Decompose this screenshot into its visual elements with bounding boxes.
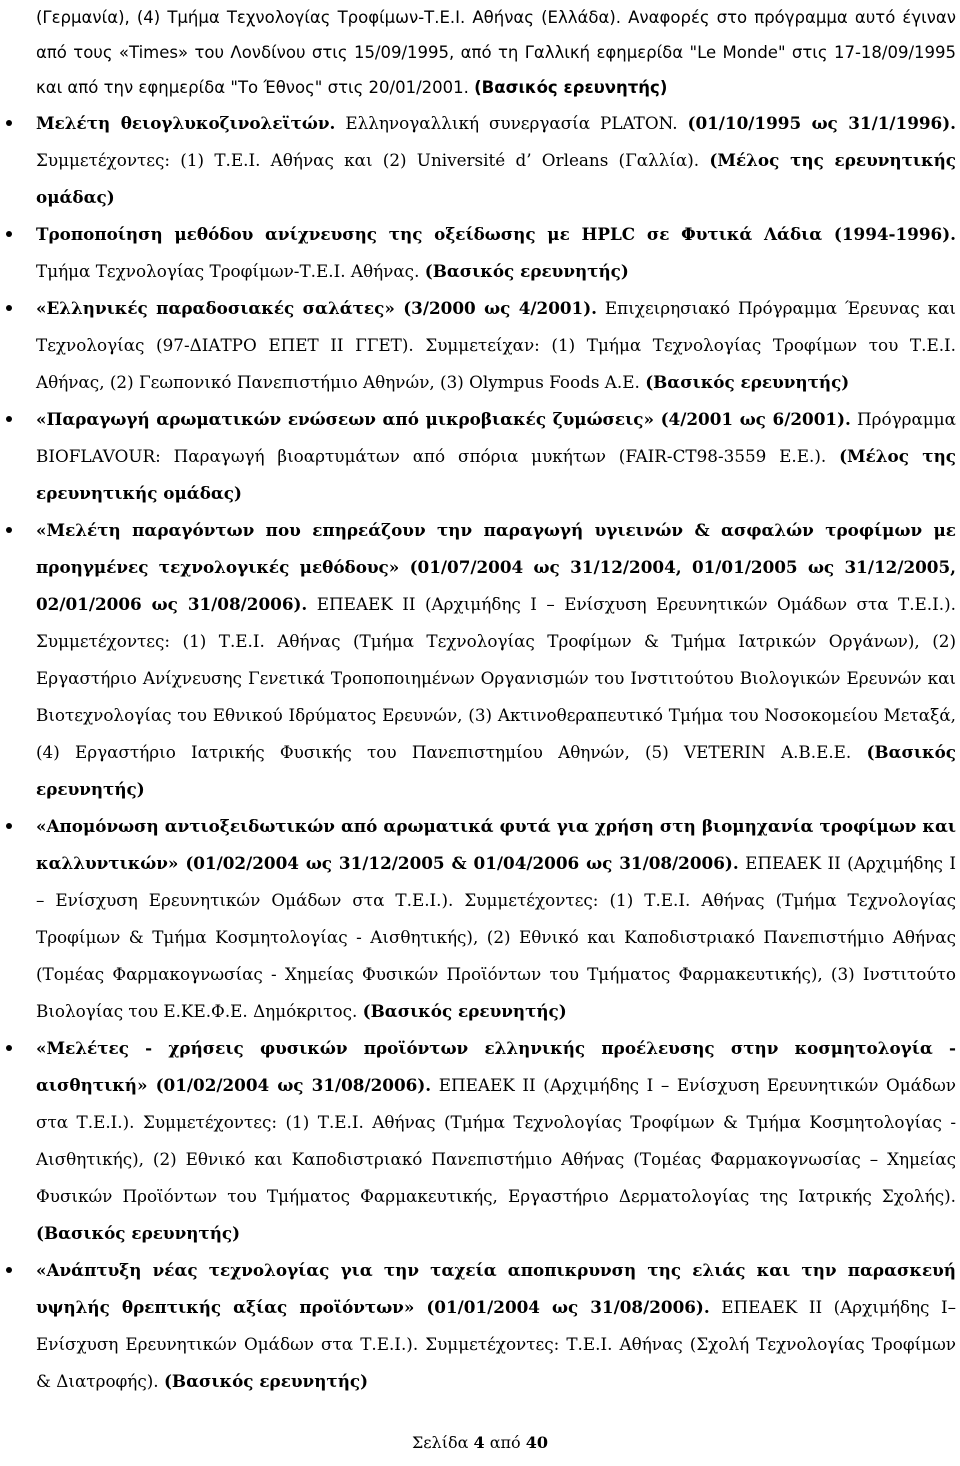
list-item bbox=[36, 1030, 956, 1252]
bullet-icon bbox=[6, 120, 12, 126]
project-list bbox=[36, 105, 956, 1400]
item-body: Ελληνογαλλική συνεργασία PLATON. bbox=[345, 113, 678, 133]
footer-total-pages: 40 bbox=[525, 1433, 549, 1452]
item-title: «Μελέτη παραγόντων που επηρεάζουν την παραγωγή υγιεινών & ασφαλών τροφίμων με προηγμένες τεχνολογικές μεθόδους» (01/07/2004 ως 31/12/2004, 01/01/2005 ως 31/12/2005, 02/01/2006 ως 31/08/2006). bbox=[36, 520, 956, 614]
item-role: (Βασικός ερευνητής) bbox=[36, 1223, 241, 1243]
item-body: Τμήμα Τεχνολογίας Τροφίμων-Τ.Ε.Ι. Αθήνας. bbox=[36, 261, 420, 281]
item-title: «Ελληνικές παραδοσιακές σαλάτες» (3/2000 ως 4/2001). bbox=[36, 298, 598, 318]
item-role: (Βασικός ερευνητής) bbox=[645, 372, 850, 392]
list-item bbox=[36, 401, 956, 512]
intro-text: (Γερμανία), (4) Τμήμα Τεχνολογίας Τροφίμων-Τ.Ε.Ι. Αθήνας (Ελλάδα). Αναφορές στο πρόγραμμα αυτό έγιναν από τους «Times» του Λονδίνου στις 15/09/1995, από τη Γαλλική εφημερίδα "Le Monde" στις 17-18/09/1995 και από την εφημερίδα "Το Έθνος" στις 20/01/2001. bbox=[36, 8, 956, 97]
item-role: (Βασικός ερευνητής) bbox=[362, 1001, 567, 1021]
item-role: (Βασικός ερευνητής) bbox=[36, 742, 956, 799]
item-body: ΕΠΕΑΕΚ ΙΙ (Αρχιμήδης Ι – Ενίσχυση Ερευνητικών Ομάδων στα Τ.Ε.Ι.). Συμμετέχοντες: (1) Τ.Ε.Ι. Αθήνας (Τμήμα Τεχνολογίας Τροφίμων & Τμήμα Κοσμητολογίας - Αισθητικής), (2) Εθνικό και Καποδιστριακό Πανεπιστήμιο Αθήνας (Τομέας Φαρμακογνωσίας – Χημείας Φυσικών Προϊόντων του Τμήματος Φαρμακευτικής, Εργαστήριο Δερματολογίας της Ιατρικής Σχολής). bbox=[36, 1075, 957, 1206]
item-title: Μελέτη θειογλυκοζινολεϊτών. bbox=[36, 113, 336, 133]
list-item bbox=[36, 1252, 956, 1400]
intro-role: (Βασικός ερευνητής) bbox=[474, 78, 668, 97]
intro-paragraph bbox=[36, 0, 956, 105]
bullet-icon bbox=[6, 527, 12, 533]
item-role: (Βασικός ερευνητής) bbox=[424, 261, 629, 281]
bullet-icon bbox=[6, 1267, 12, 1273]
bullet-icon bbox=[6, 305, 12, 311]
item-body-2: Συμμετέχοντες: (1) Τ.Ε.Ι. Αθήνας και (2) Université d’ Orleans (Γαλλία). bbox=[36, 150, 700, 170]
item-title: Τροποποίηση μεθόδου ανίχνευσης της οξείδωσης με HPLC σε Φυτικά Λάδια (1994-1996). bbox=[36, 224, 956, 244]
bullet-icon bbox=[6, 1045, 12, 1051]
footer-middle: από bbox=[489, 1433, 521, 1452]
list-item bbox=[36, 808, 956, 1030]
bullet-icon bbox=[6, 823, 12, 829]
item-role: (Βασικός ερευνητής) bbox=[163, 1371, 369, 1391]
item-title: «Ανάπτυξη νέας τεχνολογίας για την ταχεία αποπικρυνση της ελιάς και την παρασκευή υψηλής θρεπτικής αξίας προϊόντων» (01/01/2004 ως 31/08/2006). bbox=[36, 1260, 956, 1317]
list-item bbox=[36, 290, 956, 401]
bullet-icon bbox=[6, 416, 12, 422]
footer-page-number: 4 bbox=[473, 1433, 485, 1452]
page-footer bbox=[0, 1433, 960, 1452]
item-title: «Παραγωγή αρωματικών ενώσεων από μικροβιακές ζυμώσεις» (4/2001 ως 6/2001). bbox=[36, 409, 851, 429]
item-title: «Μελέτες - χρήσεις φυσικών προϊόντων ελληνικής προέλευσης στην κοσμητολογία - αισθητική» (01/02/2004 ως 31/08/2006). bbox=[36, 1038, 956, 1095]
list-item bbox=[36, 512, 956, 808]
footer-prefix: Σελίδα bbox=[411, 1433, 469, 1452]
list-item bbox=[36, 105, 956, 216]
item-body: Επιχειρησιακό Πρόγραμμα Έρευνας και Τεχνολογίας (97-ΔΙΑΤΡΟ ΕΠΕΤ ΙΙ ΓΓΕΤ). Συμμετείχαν: (1) Τμήμα Τεχνολογίας Τροφίμων του Τ.Ε.Ι. Αθήνας, (2) Γεωπονικό Πανεπιστήμιο Αθηνών, (3) Olympus Foods A.E. bbox=[36, 298, 956, 392]
item-title: «Απομόνωση αντιοξειδωτικών από αρωματικά φυτά για χρήση στη βιομηχανία τροφίμων και καλλυντικών» (01/02/2004 ως 31/12/2005 & 01/04/2006 ως 31/08/2006). bbox=[36, 816, 956, 873]
item-body: Πρόγραμμα BIOFLAVOUR: Παραγωγή βιοαρτυμάτων από σπόρια μυκήτων (FAIR-CT98-3559 Ε.Ε.). bbox=[36, 409, 956, 466]
item-role: (Μέλος της ερευνητικής ομάδας) bbox=[36, 446, 956, 503]
item-body: ΕΠΕΑΕΚ ΙΙ (Αρχιμήδης Ι – Ενίσχυση Ερευνητικών Ομάδων στα Τ.Ε.Ι.). Συμμετέχοντες: (1) Τ.Ε.Ι. Αθήνας (Τμήμα Τεχνολογίας Τροφίμων & Τμήμα Κοσμητολογίας - Αισθητικής), (2) Εθνικό και Καποδιστριακό Πανεπιστήμιο Αθήνας (Τομέας Φαρμακογνωσίας - Χημείας Φυσικών Προϊόντων του Τμήματος Φαρμακευτικής), (3) Ινστιτούτο Βιολογίας του Ε.ΚΕ.Φ.Ε. Δημόκριτος. bbox=[36, 853, 956, 1021]
item-role: (Μέλος της ερευνητικής ομάδας) bbox=[36, 150, 957, 207]
item-body: ΕΠΕΑΕΚ ΙΙ (Αρχιμήδης Ι – Ενίσχυση Ερευνητικών Ομάδων στα Τ.Ε.Ι.). Συμμετέχοντες: (1) Τ.Ε.Ι. Αθήνας (Τμήμα Τεχνολογίας Τροφίμων & Τμήμα Ιατρικών Οργάνων), (2) Εργαστήριο Ανίχνευσης Γενετικά Τροποποιημένων Οργανισμών του Ινστιτούτου Βιολογικών Ερευνών και Βιοτεχνολογίας του Εθνικού Ιδρύματος Ερευνών, (3) Ακτινοθεραπευτικό Τμήμα του Νοσοκομείου Μεταξά, (4) Εργαστήριο Ιατρικής Φυσικής του Πανεπιστημίου Αθηνών, (5) VETERIN A.B.E.E. bbox=[36, 594, 956, 762]
item-dates: (01/10/1995 ως 31/1/1996). bbox=[687, 113, 956, 133]
bullet-icon bbox=[6, 231, 12, 237]
item-body: ΕΠΕΑΕΚ ΙΙ (Αρχιμήδης Ι– Ενίσχυση Ερευνητικών Ομάδων στα Τ.Ε.Ι.). Συμμετέχοντες: Τ.Ε.Ι. Αθήνας (Σχολή Τεχνολογίας Τροφίμων & Διατροφής). bbox=[36, 1297, 956, 1391]
list-item bbox=[36, 216, 956, 290]
